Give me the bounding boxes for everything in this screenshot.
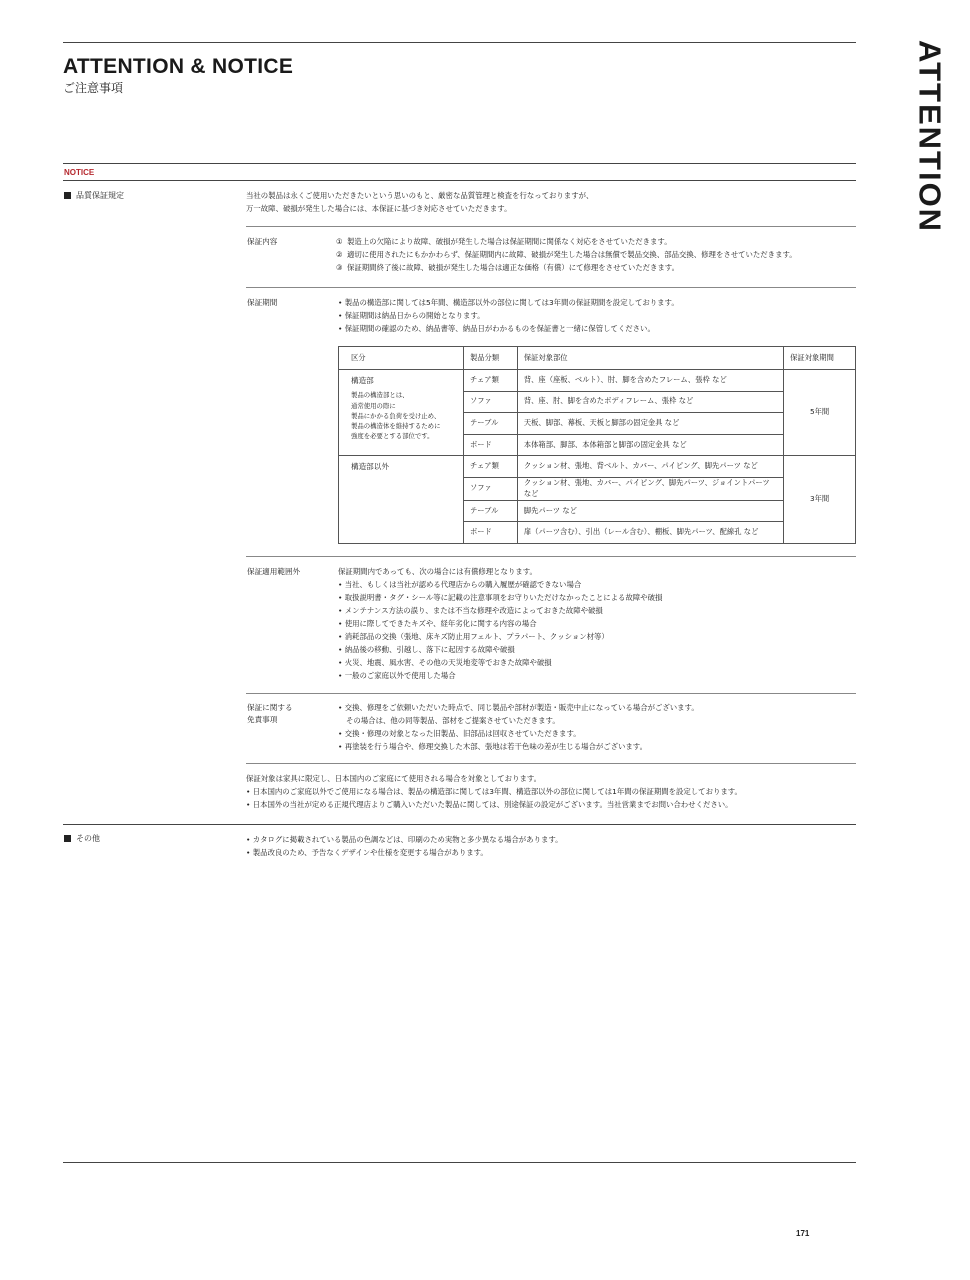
scope-list [246,786,742,812]
type-cell: テーブル [463,413,517,435]
scope-line: 保証対象は家具に限定し、日本国内のご家庭にて使用される場合を対象としております。 [246,774,542,783]
parts-cell: 天板、脚部、幕板、天板と脚部の固定金具 など [517,413,783,435]
list-item: • 製品改良のため、予告なくデザインや仕様を変更する場合があります。 [246,847,563,860]
exclusions-intro: 保証期間内であっても、次の場合には有償修理となります。 [338,567,537,576]
list-item: • 一般のご家庭以外で使用した場合 [338,670,662,683]
table-row [339,370,856,392]
disclaimer-list [338,702,699,754]
header-category: 区分 [339,347,464,370]
table-header-row [339,347,856,370]
other-heading [64,833,100,845]
scope-rule [246,763,856,764]
list-item: ③ 保証期間終了後に故障、破損が発生した場合は適正な価格（有償）にて修理をさせていただきます。 [336,262,679,272]
bottom-rule [63,1162,856,1163]
list-item: • 交換、修理をご依頼いただいた時点で、同じ製品や部材が製造・販売中止になっている場合がございます。 [338,703,699,712]
disclaimer-label-line: 保証に関する [247,703,293,712]
category-title: 構造部以外 [351,462,389,472]
notice-rule-top [63,163,856,164]
disclaimer-label-line: 免責事項 [247,715,278,725]
parts-cell: クッション材、張地、背ベルト、カバー、パイピング、脚先パーツ など [517,456,783,478]
quality-intro-line: 万一故障、破損が発生した場合には、本保証に基づき対応させていただきます。 [246,203,512,213]
list-item: • 火災、地震、風水害、その他の天災地変等でおきた故障や破損 [338,657,662,670]
parts-cell: 脚先パーツ など [517,500,783,522]
type-cell: ボード [463,434,517,456]
list-item: • 納品後の移動、引越し、落下に起因する故障や破損 [338,644,662,657]
page-title: ATTENTION & NOTICE [63,55,294,78]
list-item: • メンテナンス方法の誤り、または不当な修理や改造によっておきた故障や破損 [338,605,662,618]
category-title: 構造部 [351,376,374,385]
list-item: • 交換・修理の対象となった旧製品、旧部品は回収させていただきます。 [338,728,581,738]
square-bullet-icon [64,192,71,199]
header-type: 製品分類 [463,347,517,370]
period-cell: 5年間 [784,370,856,456]
category-desc-line: 製品の構造部とは、 [351,391,409,400]
exclusions-label: 保証適用範囲外 [247,567,301,576]
quality-heading [64,190,124,202]
disclaimer-rule [246,693,856,694]
period-cell: 3年間 [784,456,856,544]
exclusions-list [338,579,662,683]
quality-intro [246,190,593,216]
type-cell: チェア類 [463,370,517,392]
list-item: • 保証期間は納品日からの開始となります。 [338,310,679,323]
parts-cell: 扉（パーツ含む）、引出（レール含む）、棚板、脚先パーツ、配線孔 など [517,522,783,544]
side-section-label [912,40,948,234]
period-label: 保証期間 [247,298,278,307]
list-item: ② 適切に使用されたにもかかわらず、保証期間内に故障、破損が発生した場合は無償で製品交換、部品交換、修理をさせていただきます。 [336,249,797,259]
category-desc-line: 強度を必要とする部位です。 [351,432,434,441]
parts-cell: 本体箱部、脚部、本体箱部と脚部の固定金具 など [517,434,783,456]
content-list [336,236,797,275]
period-list [338,297,679,336]
type-cell: テーブル [463,500,517,522]
header-period: 保証対象期間 [784,347,856,370]
notice-rule-bottom [63,180,856,181]
type-cell: ソファ [463,477,517,500]
list-item: • 再塗装を行う場合や、修理交換した木部、張地は若干色味の差が生じる場合がございます。 [338,741,647,751]
category-cell [339,370,464,456]
warranty-table [338,346,856,544]
header-parts: 保証対象部位 [517,347,783,370]
list-item-continuation: その場合は、他の同等製品、部材をご提案させていただきます。 [346,715,560,725]
list-item: • 当社、もしくは当社が認める代理店からの購入履歴が確認できない場合 [338,579,662,592]
type-cell: チェア類 [463,456,517,478]
top-rule [63,42,856,43]
content-rule [246,226,856,227]
list-item: • 日本国内のご家庭以外でご使用になる場合は、製品の構造部に関しては3年間、構造部以外の部位に関しては1年間の保証期間を設定しております。 [246,786,742,799]
list-item: • 消耗部品の交換（張地、床キズ防止用フェルト、プラパート、クッション材等） [338,631,662,644]
list-item: • 製品の構造部に関しては5年間、構造部以外の部位に関しては3年間の保証期間を設定しております。 [338,297,679,310]
parts-cell: クッション材、張地、カバー、パイピング、脚先パーツ、ジョイントパーツ など [517,477,783,500]
type-cell: ボード [463,522,517,544]
parts-cell: 背、座、肘、脚を含めたボディフレーム、張枠 など [517,391,783,413]
other-rule [63,824,856,825]
disclaimer-label [247,702,293,726]
category-desc-line: 製品にかかる負荷を受け止め、 [351,411,441,420]
notice-label: NOTICE [64,168,95,177]
list-item: ① 製造上の欠陥により故障、破損が発生した場合は保証期間に関係なく対応をさせていただきます。 [336,237,672,246]
other-heading-text: その他 [76,834,100,843]
list-item: • 使用に際してできたキズや、経年劣化に関する内容の場合 [338,618,662,631]
page-subtitle: ご注意事項 [63,81,124,95]
quality-heading-text: 品質保証規定 [76,191,124,200]
type-cell: ソファ [463,391,517,413]
side-label-text: ATTENTION [912,40,948,234]
content-label: 保証内容 [247,237,278,246]
category-cell [339,456,464,544]
category-desc-line: 製品の構造体を維持するために [351,422,441,431]
parts-cell: 背、座（座板、ベルト）、肘、脚を含めたフレーム、張枠 など [517,370,783,392]
exclusions-rule [246,556,856,557]
page-number: 171 [796,1229,810,1238]
other-list [246,834,563,860]
period-rule [246,287,856,288]
square-bullet-icon [64,835,71,842]
list-item: • 日本国外の当社が定める正規代理店よりご購入いただいた製品に関しては、別途保証の設定がございます。当社営業までお問い合わせください。 [246,799,742,812]
quality-intro-line: 当社の製品は永くご使用いただきたいという思いのもと、厳密な品質管理と検査を行なっておりますが、 [246,191,594,200]
list-item: • 取扱説明書・タグ・シール等に記載の注意事項をお守りいただけなかったことによる故障や破損 [338,592,662,605]
table-row [339,456,856,478]
list-item: • カタログに掲載されている製品の色調などは、印刷のため実物と多少異なる場合があります。 [246,834,563,847]
category-desc-line: 通常使用の際に [351,401,396,410]
list-item: • 保証期間の確認のため、納品書等、納品日がわかるものを保証書と一緒に保管してください。 [338,323,679,336]
